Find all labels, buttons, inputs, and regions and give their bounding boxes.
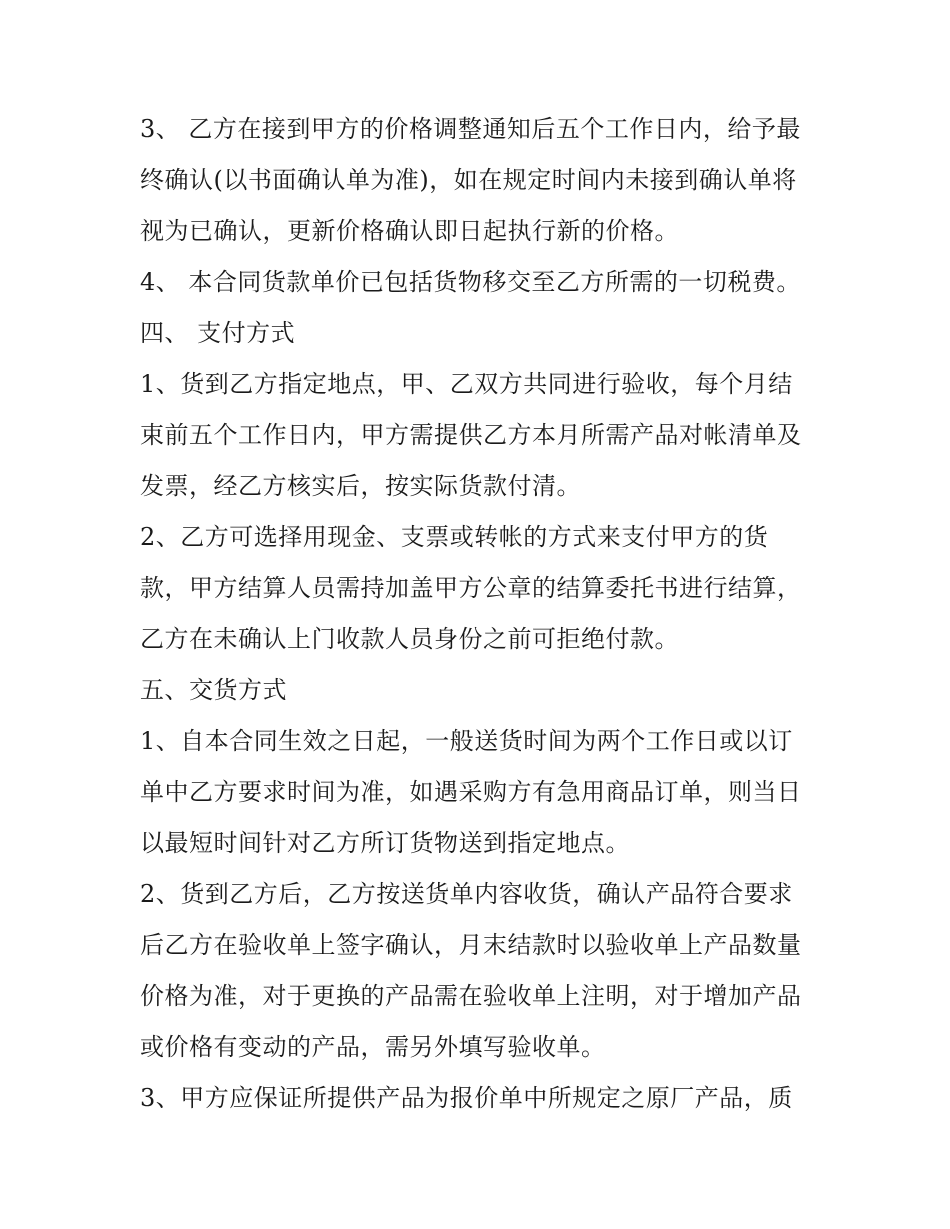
- clause-3-line-2: 终确认(以书面确认单为准)，如在规定时间内未接到确认单将: [140, 166, 797, 194]
- section-heading-payment: 四、 支付方式: [140, 319, 296, 347]
- delivery-clause-1-line-2: 单中乙方要求时间为准，如遇采购方有急用商品订单，则当日: [140, 778, 802, 806]
- delivery-clause-1-line-1: 1、自本合同生效之日起，一般送货时间为两个工作日或以订: [140, 727, 793, 755]
- clause-4-line-1: 4、 本合同货款单价已包括货物移交至乙方所需的一切税费。: [140, 268, 801, 296]
- payment-clause-2-line-2: 款，甲方结算人员需持加盖甲方公章的结算委托书进行结算，: [140, 574, 802, 602]
- delivery-clause-3-line-1: 3、甲方应保证所提供产品为报价单中所规定之原厂产品，质: [140, 1084, 793, 1112]
- section-heading-delivery: 五、交货方式: [140, 676, 287, 704]
- payment-clause-2-line-3: 乙方在未确认上门收款人员身份之前可拒绝付款。: [140, 625, 679, 653]
- document-body: [140, 104, 820, 1124]
- clause-3-line-3: 视为已确认，更新价格确认即日起执行新的价格。: [140, 217, 679, 245]
- delivery-clause-2-line-2: 后乙方在验收单上签字确认，月末结款时以验收单上产品数量: [140, 931, 802, 959]
- delivery-clause-2-line-4: 或价格有变动的产品，需另外填写验收单。: [140, 1033, 606, 1061]
- payment-clause-2-line-1: 2、乙方可选择用现金、支票或转帐的方式来支付甲方的货: [140, 523, 769, 551]
- clause-3-line-1: 3、 乙方在接到甲方的价格调整通知后五个工作日内，给予最: [140, 115, 801, 143]
- payment-clause-1-line-3: 发票，经乙方核实后，按实际货款付清。: [140, 472, 581, 500]
- delivery-clause-1-line-3: 以最短时间针对乙方所订货物送到指定地点。: [140, 829, 630, 857]
- delivery-clause-2-line-1: 2、货到乙方后，乙方按送货单内容收货，确认产品符合要求: [140, 880, 793, 908]
- payment-clause-1-line-1: 1、货到乙方指定地点，甲、乙双方共同进行验收，每个月结: [140, 370, 793, 398]
- payment-clause-1-line-2: 束前五个工作日内，甲方需提供乙方本月所需产品对帐清单及: [140, 421, 802, 449]
- delivery-clause-2-line-3: 价格为准，对于更换的产品需在验收单上注明，对于增加产品: [140, 982, 802, 1010]
